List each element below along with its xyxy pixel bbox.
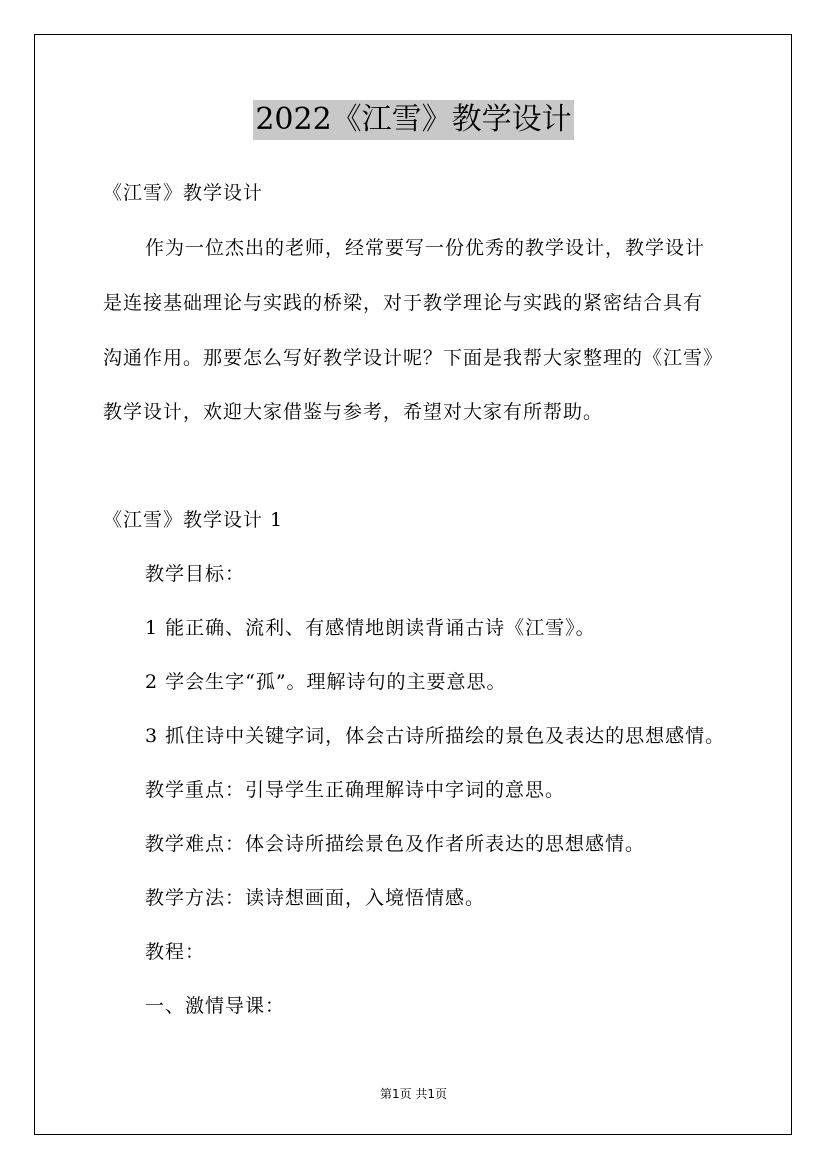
intro-line-1: 作为一位杰出的老师，经常要写一份优秀的教学设计，教学设计: [145, 237, 706, 259]
body-line-objectives: 教学目标：: [145, 563, 246, 585]
title-container: [0, 100, 827, 140]
body-line-method: 教学方法：读诗想画面，入境悟情感。: [145, 887, 486, 909]
body-line-difficulty: 教学难点：体会诗所描绘景色及作者所表达的思想感情。: [145, 833, 646, 855]
page-footer: 第1页 共1页: [379, 1087, 448, 1101]
body-line-goal-3: 3 抓住诗中关键字词，体会古诗所描绘的景色及表达的思想感情。: [145, 725, 726, 747]
intro-line-4: 教学设计，欢迎大家借鉴与参考，希望对大家有所帮助。: [103, 401, 604, 423]
intro-line-2: 是连接基础理论与实践的桥梁，对于教学理论与实践的紧密结合具有: [103, 292, 704, 314]
body-line-goal-1: 1 能正确、流利、有感情地朗读背诵古诗《江雪》。: [145, 617, 596, 639]
body-line-key-point: 教学重点：引导学生正确理解诗中字词的意思。: [145, 779, 566, 801]
main-heading: 《江雪》教学设计: [103, 182, 264, 204]
body-line-step-1: 一、激情导课：: [145, 995, 286, 1017]
section-heading: 《江雪》教学设计 1: [103, 509, 284, 531]
intro-line-3: 沟通作用。那要怎么写好教学设计呢？下面是我帮大家整理的《江雪》: [103, 347, 724, 369]
body-line-goal-2: 2 学会生字“孤”。理解诗句的主要意思。: [145, 671, 507, 693]
document-title: 2022《江雪》教学设计: [253, 100, 573, 140]
body-line-process: 教程：: [145, 941, 206, 963]
